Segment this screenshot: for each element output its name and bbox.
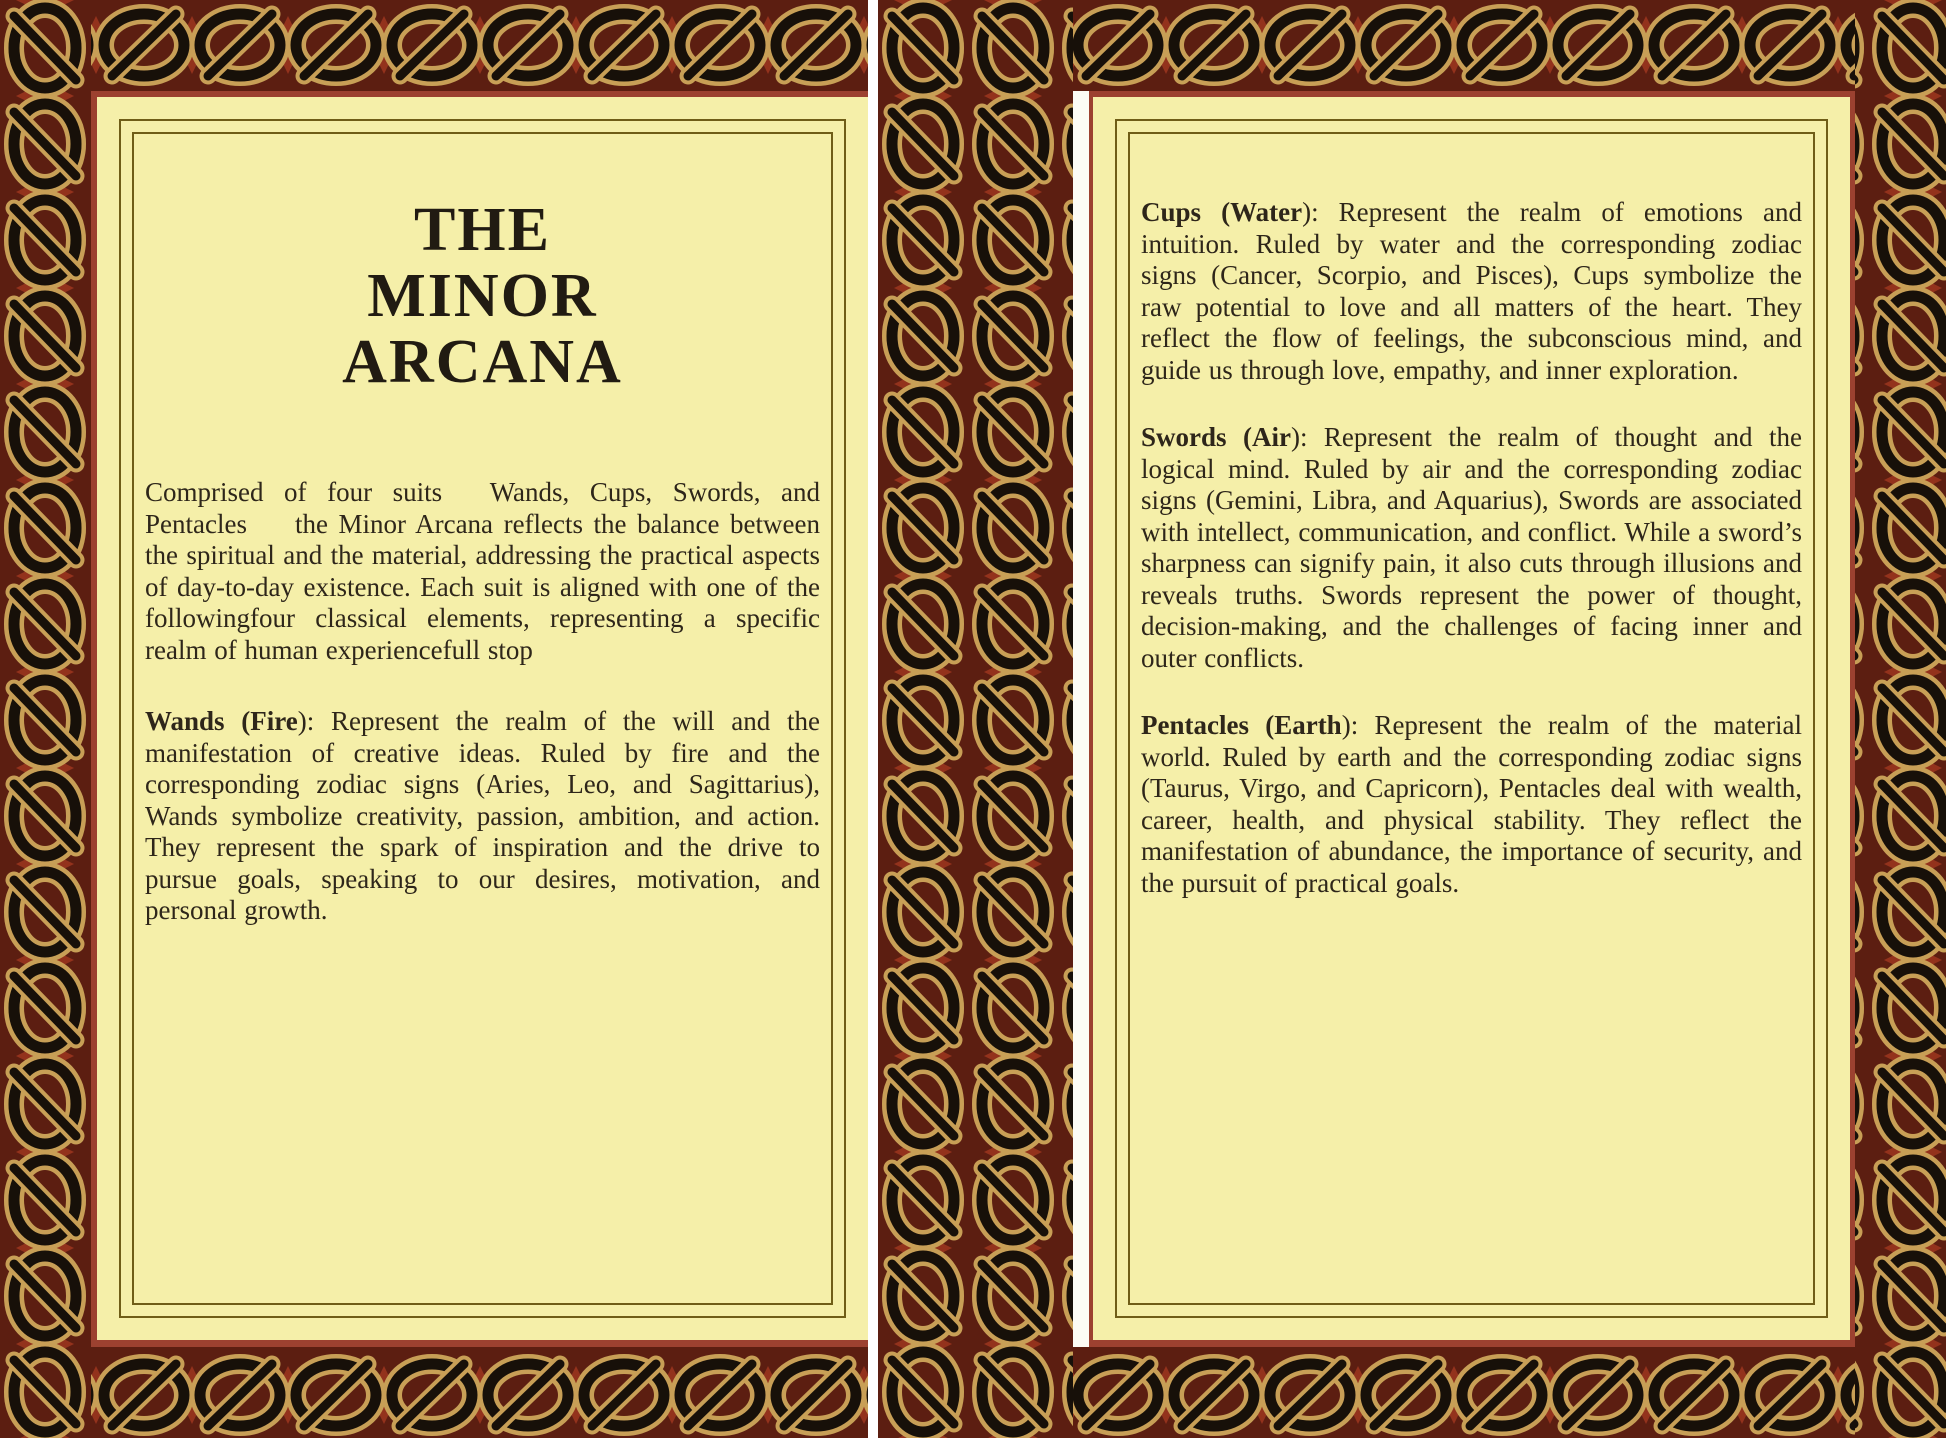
section-swords-body: ): Represent the realm of thought and the logical mind. Ruled by air and the corresponding zodiac signs (Gemini, Libra, and Aquarius), Swords are associated with intellect, communication, and conflict. While a sword’s sharpness can signify pain, it also cuts through illusions and reveals truths. Swords represent the power of thought, decision-making, and the challenges of facing inner and outer conflicts. [1141, 422, 1802, 673]
title-line-1: THE [414, 196, 551, 264]
title-line-2: MINOR [367, 262, 598, 330]
section-wands-lead: Wands (Fire [145, 706, 298, 736]
left-page-text [97, 97, 868, 1340]
section-swords [1141, 422, 1802, 674]
section-wands [145, 706, 820, 927]
title-line-3: ARCANA [342, 328, 623, 396]
section-cups [1141, 197, 1802, 386]
right-page-sheet [1093, 97, 1850, 1340]
intro-paragraph: Comprised of four suits Wands, Cups, Swords, and Pentacles the Minor Arcana reflects the balance between the spiritual and the material, addressing the practical aspects of day-to-day existence. Each suit is aligned with one of the followingfour classical elements, representing a specific realm of human experiencefull stop [145, 477, 820, 665]
section-pentacles [1141, 710, 1802, 899]
section-cups-body: ): Represent the realm of emotions and intuition. Ruled by water and the corresponding zodiac signs (Cancer, Scorpio, and Pisces), Cups symbolize the raw potential to love and all matters of the heart. They reflect the flow of feelings, the subconscious mind, and guide us through love, empathy, and inner exploration. [1141, 197, 1803, 385]
section-pentacles-body: ): Represent the realm of the material world. Ruled by earth and the corresponding zodiac signs (Taurus, Virgo, and Capricorn), Pentacles deal with wealth, career, health, and physical stability. They reflect the manifestation of abundance, the importance of security, and the pursuit of practical goals. [1141, 710, 1803, 898]
page-title [145, 197, 820, 395]
left-page-sheet [97, 97, 868, 1340]
section-pentacles-lead: Pentacles (Earth [1141, 710, 1342, 740]
right-page-text [1093, 97, 1850, 1340]
section-cups-lead: Cups (Water [1141, 197, 1303, 227]
section-swords-lead: Swords (Air [1141, 422, 1291, 452]
section-wands-body: ): Represent the realm of the will and the manifestation of creative ideas. Ruled by fire and the corresponding zodiac signs (Aries, Leo, and Sagittarius), Wands symbolize creativity, passion, ambition, and action. They represent the spark of inspiration and the drive to pursue goals, speaking to our desires, motivation, and personal growth. [145, 706, 821, 925]
